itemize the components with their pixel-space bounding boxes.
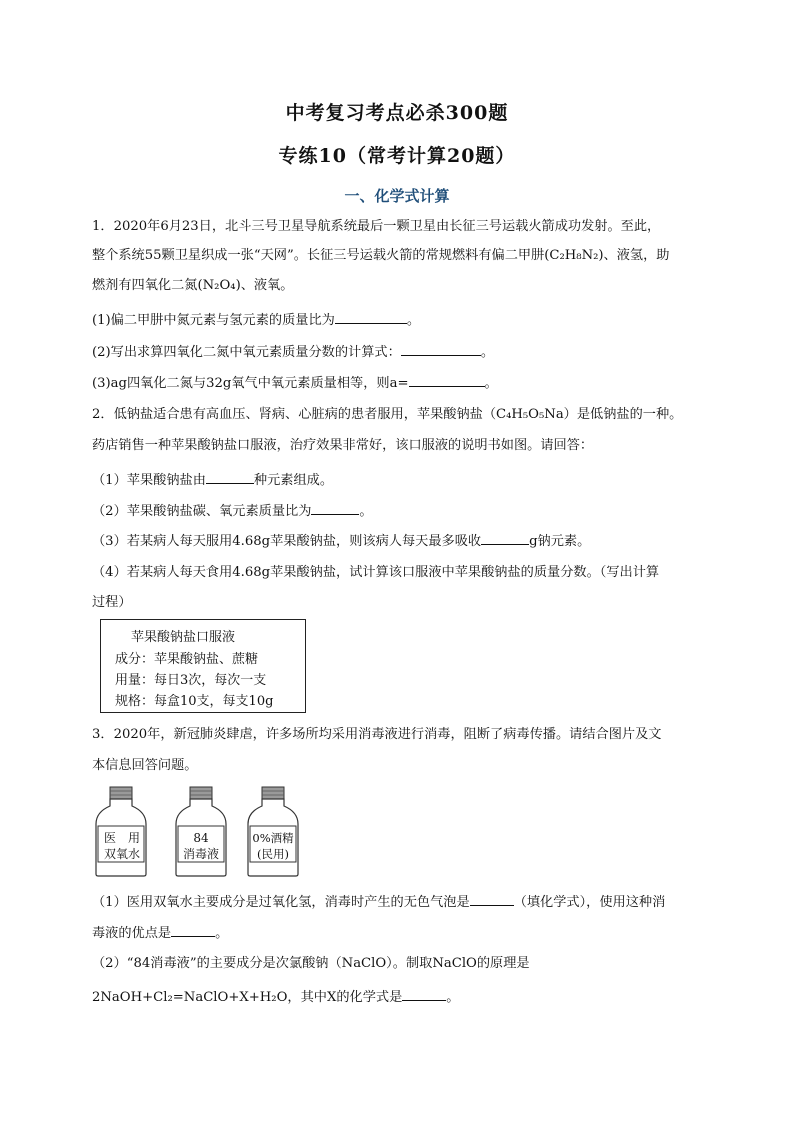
q3-part2-equation: 2NaOH+Cl₂=NaClO+X+H₂O，其中X的化学式是 — [92, 990, 403, 1005]
q3-part2-end: 。 — [446, 990, 460, 1005]
q2-part2-end: 。 — [359, 504, 373, 519]
bottle-hydrogen-peroxide — [92, 786, 150, 882]
answer-blank[interactable] — [171, 922, 215, 937]
q3-part1-text3: 毒液的优点是 — [92, 926, 172, 941]
answer-blank[interactable] — [311, 500, 359, 515]
document-title: 中考复习考点必杀300题 — [285, 102, 509, 124]
q1-part3 — [92, 372, 498, 394]
bottle-label-line1: 0%酒精 — [252, 831, 294, 845]
box-row-ingredients: 成分：苹果酸钠盐、蔗糖 — [115, 652, 259, 667]
answer-blank[interactable] — [206, 469, 254, 484]
q1-part1-text: (1)偏二甲肼中氮元素与氢元素的质量比为 — [92, 313, 335, 328]
box-title: 苹果酸钠盐口服液 — [131, 630, 236, 645]
q2-part1 — [92, 469, 333, 491]
q2-part3-end: g钠元素。 — [529, 534, 591, 549]
q2-part3 — [92, 530, 590, 552]
q3-part1-text: （1）医用双氧水主要成分是过氧化氢，消毒时产生的无色气泡是 — [92, 895, 470, 910]
instruction-box — [100, 619, 306, 713]
q1-part2 — [92, 341, 494, 363]
q3-part2: （2）“84消毒液”的主要成分是次氯酸钠（NaClO）。制取NaClO的原理是 — [92, 956, 530, 971]
bottle-label-line1: 医 用 — [103, 831, 140, 845]
answer-blank[interactable] — [481, 530, 529, 545]
q3-part1-cont — [92, 922, 228, 944]
q3-line2: 本信息回答问题。 — [92, 758, 198, 773]
q2-part3-text: （3）若某病人每天服用4.68g苹果酸钠盐，则该病人每天最多吸收 — [92, 534, 482, 549]
q1-part1-end: 。 — [406, 313, 421, 328]
q1-part2-end: 。 — [480, 345, 494, 360]
box-row-dosage: 用量：每日3次，每次一支 — [115, 673, 267, 688]
bottle-label-line2: (民用) — [257, 847, 289, 861]
answer-blank[interactable] — [401, 341, 481, 356]
answer-blank[interactable] — [409, 372, 485, 387]
q1-line2: 整个系统55颗卫星织成一张“天网”。长征三号运载火箭的常规燃料有偏二甲肼(C₂H₈N₂)、液氢，助 — [92, 248, 670, 263]
bottle-alcohol — [244, 786, 302, 882]
document-subtitle: 专练10（常考计算20题） — [278, 145, 516, 167]
box-row-spec: 规格：每盒10支，每支10g — [115, 694, 274, 709]
q1-line1: 1．2020年6月23日，北斗三号卫星导航系统最后一颗卫星由长征三号运载火箭成功发射。至此， — [92, 219, 661, 234]
bottle-label-line1: 84 — [193, 831, 209, 845]
q2-part4-cont: 过程） — [92, 595, 132, 610]
q3-part1-end: 。 — [215, 926, 229, 941]
q1-part3-end: 。 — [484, 376, 498, 391]
bottle-label-line2: 消毒液 — [182, 847, 219, 861]
q2-part1-end: 种元素组成。 — [253, 473, 334, 488]
answer-blank[interactable] — [402, 986, 446, 1001]
q3-part1 — [92, 891, 665, 913]
q2-part1-text: （1）苹果酸钠盐由 — [92, 473, 206, 488]
q1-part1 — [92, 309, 420, 331]
bottle-label-line2: 双氧水 — [103, 847, 140, 861]
q2-part2 — [92, 500, 373, 522]
section-heading: 一、化学式计算 — [344, 187, 450, 205]
q1-line3: 燃剂有四氧化二氮(N₂O₄)、液氧。 — [92, 278, 294, 293]
q3-part2-cont — [92, 986, 459, 1008]
q3-part1-text2: （填化学式），使用这种消 — [513, 895, 666, 910]
bottle-84-disinfectant — [172, 786, 230, 882]
q2-line1: 2．低钠盐适合患有高血压、肾病、心脏病的患者服用，苹果酸钠盐（C₄H₅O₅Na）是低钠盐的一种。 — [92, 407, 683, 422]
q3-line1: 3．2020年，新冠肺炎肆虐，许多场所均采用消毒液进行消毒，阻断了病毒传播。请结合图片及文 — [92, 727, 662, 742]
answer-blank[interactable] — [335, 309, 407, 324]
q2-part2-text: （2）苹果酸钠盐碳、氧元素质量比为 — [92, 504, 312, 519]
q1-part2-text: (2)写出求算四氧化二氮中氧元素质量分数的计算式： — [92, 345, 401, 360]
answer-blank[interactable] — [470, 891, 514, 906]
q1-part3-text: (3)ag四氧化二氮与32g氧气中氧元素质量相等，则a= — [92, 376, 409, 391]
q2-part4: （4）若某病人每天食用4.68g苹果酸钠盐，试计算该口服液中苹果酸钠盐的质量分数。（写出计算 — [92, 565, 660, 580]
q2-line2: 药店销售一种苹果酸钠盐口服液，治疗效果非常好，该口服液的说明书如图。请回答： — [92, 438, 594, 453]
